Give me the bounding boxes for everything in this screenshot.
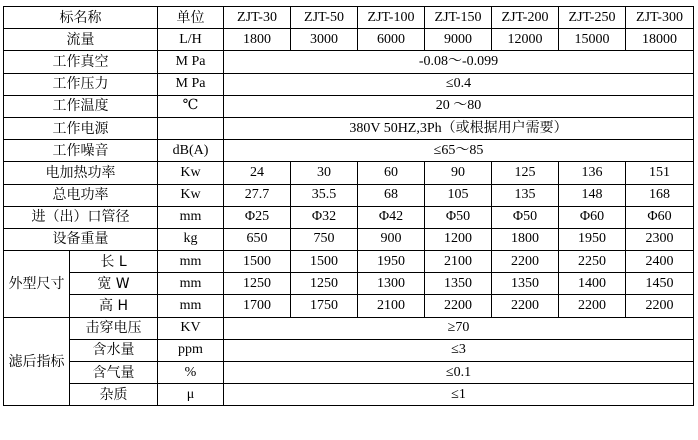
cell-value: Φ42	[358, 206, 425, 228]
cell-value: 6000	[358, 29, 425, 51]
cell-value-merged: ≥70	[224, 317, 694, 339]
cell-value: 1800	[492, 228, 559, 250]
cell-value-merged: ≤0.4	[224, 73, 694, 95]
cell-value: 148	[559, 184, 626, 206]
group-label-dimensions: 外型尺寸	[4, 251, 70, 318]
cell-value: 1400	[559, 273, 626, 295]
cell-value: 1250	[291, 273, 358, 295]
row-gas-content	[4, 362, 694, 384]
row-breakdown-voltage	[4, 317, 694, 339]
header-model: ZJT-150	[425, 7, 492, 29]
cell-value: 35.5	[291, 184, 358, 206]
cell-value: 151	[626, 162, 694, 184]
row-unit: ppm	[158, 339, 224, 361]
row-label: 工作压力	[4, 73, 158, 95]
header-model: ZJT-50	[291, 7, 358, 29]
row-total-power	[4, 184, 694, 206]
cell-value: 1450	[626, 273, 694, 295]
cell-value: 1350	[492, 273, 559, 295]
cell-value: 1350	[425, 273, 492, 295]
cell-value: 2300	[626, 228, 694, 250]
row-unit: M Pa	[158, 73, 224, 95]
row-temperature	[4, 95, 694, 117]
row-unit: L/H	[158, 29, 224, 51]
cell-value: 1800	[224, 29, 291, 51]
cell-value-merged: ≤3	[224, 339, 694, 361]
row-power-source	[4, 117, 694, 139]
row-label: 含气量	[70, 362, 158, 384]
cell-value: 27.7	[224, 184, 291, 206]
row-unit: M Pa	[158, 51, 224, 73]
row-height	[4, 295, 694, 317]
header-model: ZJT-30	[224, 7, 291, 29]
cell-value: 9000	[425, 29, 492, 51]
cell-value: 1300	[358, 273, 425, 295]
row-vacuum	[4, 51, 694, 73]
cell-value-merged: ≤65～85	[224, 140, 694, 162]
cell-value-merged: ≤0.1	[224, 362, 694, 384]
cell-value: 900	[358, 228, 425, 250]
cell-value: 1950	[559, 228, 626, 250]
cell-value: Φ60	[626, 206, 694, 228]
row-pipe-diameter	[4, 206, 694, 228]
row-label: 设备重量	[4, 228, 158, 250]
row-label: 宽 W	[70, 273, 158, 295]
cell-value-merged: -0.08～-0.099	[224, 51, 694, 73]
row-unit: KV	[158, 317, 224, 339]
cell-value: 1250	[224, 273, 291, 295]
row-label: 高 H	[70, 295, 158, 317]
cell-value: 24	[224, 162, 291, 184]
cell-value: 15000	[559, 29, 626, 51]
cell-value: 2200	[626, 295, 694, 317]
cell-value: 30	[291, 162, 358, 184]
cell-value: Φ32	[291, 206, 358, 228]
cell-value: 12000	[492, 29, 559, 51]
row-unit: kg	[158, 228, 224, 250]
row-unit: mm	[158, 295, 224, 317]
row-unit: Kw	[158, 184, 224, 206]
cell-value: 2400	[626, 251, 694, 273]
cell-value: 2200	[492, 251, 559, 273]
row-unit: mm	[158, 251, 224, 273]
row-label: 击穿电压	[70, 317, 158, 339]
cell-value: 135	[492, 184, 559, 206]
header-model: ZJT-300	[626, 7, 694, 29]
row-pressure	[4, 73, 694, 95]
cell-value: Φ50	[425, 206, 492, 228]
cell-value: 3000	[291, 29, 358, 51]
row-unit: mm	[158, 273, 224, 295]
row-unit: %	[158, 362, 224, 384]
row-unit: dB(A)	[158, 140, 224, 162]
row-width	[4, 273, 694, 295]
row-label: 工作电源	[4, 117, 158, 139]
cell-value: 60	[358, 162, 425, 184]
row-flow	[4, 29, 694, 51]
row-label: 工作真空	[4, 51, 158, 73]
row-label: 工作温度	[4, 95, 158, 117]
cell-value: 2100	[425, 251, 492, 273]
cell-value: 1500	[291, 251, 358, 273]
cell-value: 2100	[358, 295, 425, 317]
row-label: 电加热功率	[4, 162, 158, 184]
row-heating-power	[4, 162, 694, 184]
row-label: 流量	[4, 29, 158, 51]
cell-value: 2250	[559, 251, 626, 273]
row-noise	[4, 140, 694, 162]
header-model: ZJT-250	[559, 7, 626, 29]
header-model: ZJT-200	[492, 7, 559, 29]
cell-value-merged: 20 ～80	[224, 95, 694, 117]
row-unit: μ	[158, 384, 224, 406]
cell-value: 90	[425, 162, 492, 184]
cell-value: 650	[224, 228, 291, 250]
row-length	[4, 251, 694, 273]
row-label: 含水量	[70, 339, 158, 361]
row-label: 长 L	[70, 251, 158, 273]
row-unit: ℃	[158, 95, 224, 117]
row-label: 工作噪音	[4, 140, 158, 162]
row-label: 进（出）口管径	[4, 206, 158, 228]
row-unit: Kw	[158, 162, 224, 184]
cell-value: 1500	[224, 251, 291, 273]
row-water-content	[4, 339, 694, 361]
row-unit: mm	[158, 206, 224, 228]
cell-value: 1200	[425, 228, 492, 250]
row-label: 总电功率	[4, 184, 158, 206]
header-name: 标名称	[4, 7, 158, 29]
cell-value: 18000	[626, 29, 694, 51]
cell-value: 1750	[291, 295, 358, 317]
row-label: 杂质	[70, 384, 158, 406]
cell-value: Φ25	[224, 206, 291, 228]
group-label-filtered-oil: 滤后指标	[4, 317, 70, 406]
cell-value: 1950	[358, 251, 425, 273]
cell-value: 1700	[224, 295, 291, 317]
row-impurity	[4, 384, 694, 406]
cell-value: Φ60	[559, 206, 626, 228]
cell-value-merged: ≤1	[224, 384, 694, 406]
spec-table	[3, 6, 694, 406]
row-weight	[4, 228, 694, 250]
cell-value: 168	[626, 184, 694, 206]
cell-value: 125	[492, 162, 559, 184]
cell-value: 750	[291, 228, 358, 250]
cell-value: 105	[425, 184, 492, 206]
cell-value: Φ50	[492, 206, 559, 228]
cell-value: 2200	[559, 295, 626, 317]
cell-value: 136	[559, 162, 626, 184]
row-unit	[158, 117, 224, 139]
cell-value: 2200	[492, 295, 559, 317]
cell-value: 68	[358, 184, 425, 206]
cell-value-merged: 380V 50HZ,3Ph（或根据用户需要）	[224, 117, 694, 139]
header-unit: 单位	[158, 7, 224, 29]
cell-value: 2200	[425, 295, 492, 317]
header-model: ZJT-100	[358, 7, 425, 29]
header-row	[4, 7, 694, 29]
